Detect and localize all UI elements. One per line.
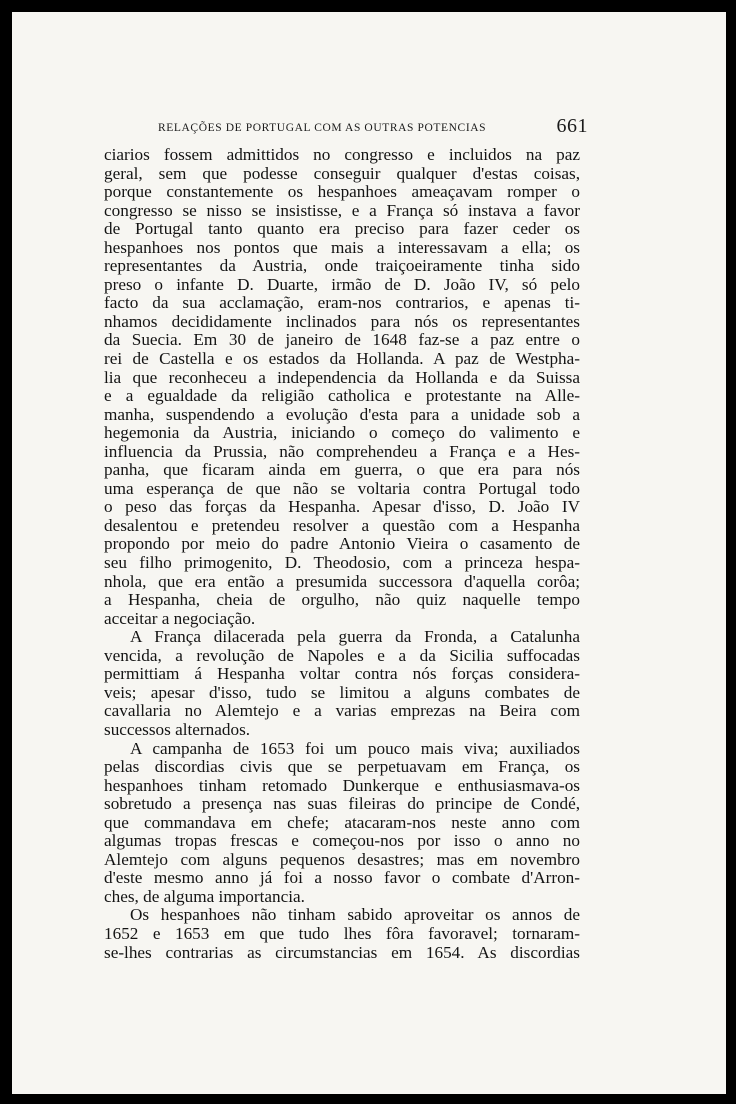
text-line: se-lhes contrarias as circumstancias em 1654. As discordias bbox=[104, 942, 580, 962]
text-line: que commandava em chefe; atacaram-nos neste anno com bbox=[104, 812, 580, 832]
running-head-title: RELAÇÕES DE PORTUGAL COM AS OUTRAS POTENCIAS bbox=[158, 122, 487, 134]
text-line: congresso se nisso se insistisse, e a França só instava a favor bbox=[104, 200, 580, 220]
text-line: veis; apesar d'isso, tudo se limitou a alguns combates de bbox=[104, 682, 580, 702]
text-line: influencia da Prussia, não comprehendeu a França e a Hes- bbox=[104, 441, 580, 461]
text-line: facto da sua acclamação, eram-nos contrarios, e apenas ti- bbox=[104, 293, 580, 313]
text-line: cavallaria no Alemtejo e a varias emprezas na Beira com bbox=[104, 701, 580, 721]
text-line: permittiam á Hespanha voltar contra nós forças considera- bbox=[104, 664, 580, 684]
text-line: sobretudo a presença nas suas fileiras do principe de Condé, bbox=[104, 794, 580, 814]
book-page bbox=[12, 12, 726, 1094]
text-line: d'este mesmo anno já foi a nosso favor o combate d'Arron- bbox=[104, 868, 580, 888]
text-line: acceitar a negociação. bbox=[104, 608, 256, 628]
text-line: rei de Castella e os estados da Hollanda. A paz de Westpha- bbox=[104, 349, 580, 369]
text-line: ciarios fossem admittidos no congresso e incluidos na paz bbox=[104, 145, 580, 164]
text-line: nhamos decididamente inclinados para nós os representantes bbox=[104, 311, 580, 331]
text-line: vencida, a revolução de Napoles e a da Sicilia suffocadas bbox=[104, 645, 580, 665]
text-line: propondo por meio do padre Antonio Vieira o casamento de bbox=[104, 534, 580, 554]
text-line: representantes da Austria, onde traiçoeiramente tinha sido bbox=[104, 256, 580, 276]
text-line: hespanhoes nos pontos que mais a interessavam a ella; os bbox=[104, 237, 580, 257]
text-line: uma esperança de que não se voltaria contra Portugal todo bbox=[104, 478, 580, 498]
text-line: pelas discordias civis que se perpetuavam em França, os bbox=[104, 757, 580, 777]
text-line: o peso das forças da Hespanha. Apesar d'isso, D. João IV bbox=[104, 497, 580, 517]
text-line: desalentou e pretendeu resolver a questão com a Hespanha bbox=[104, 515, 580, 535]
running-header bbox=[158, 115, 588, 141]
text-line: hegemonia da Austria, iniciando o começo do valimento e bbox=[104, 423, 580, 443]
text-line: de Portugal tanto quanto era preciso para fazer ceder os bbox=[104, 219, 580, 239]
text-line: geral, sem que podesse conseguir qualquer d'estas coisas, bbox=[104, 163, 580, 183]
text-line: seu filho primogenito, D. Theodosio, com a princeza hespa- bbox=[104, 553, 580, 573]
text-line: successos alternados. bbox=[104, 719, 251, 739]
page-number: 661 bbox=[556, 115, 588, 137]
text-line: preso o infante D. Duarte, irmão de D. João IV, só pelo bbox=[104, 274, 580, 294]
text-line: Alemtejo com alguns pequenos desastres; mas em novembro bbox=[104, 849, 580, 869]
text-line: hespanhoes tinham retomado Dunkerque e enthusiasmava-os bbox=[104, 775, 580, 795]
body-text bbox=[104, 146, 580, 962]
text-line: nhola, que era então a presumida successora d'aquella corôa; bbox=[104, 571, 580, 591]
text-line: ches, de alguma importancia. bbox=[104, 886, 305, 906]
text-line: manha, suspendendo a evolução d'esta para a unidade sob a bbox=[104, 404, 580, 424]
text-line: lia que reconheceu a independencia da Hollanda e da Suissa bbox=[104, 367, 580, 387]
text-line: porque constantemente os hespanhoes ameaçavam romper o bbox=[104, 182, 580, 202]
text-line: a Hespanha, cheia de orgulho, não quiz naquelle tempo bbox=[104, 590, 580, 610]
text-line: algumas tropas frescas e começou-nos por isso o anno no bbox=[104, 831, 580, 851]
text-line: e a egualdade da religião catholica e protestante na Alle- bbox=[104, 386, 580, 406]
text-line: da Suecia. Em 30 de janeiro de 1648 faz-se a paz entre o bbox=[104, 330, 580, 350]
text-line: A campanha de 1653 foi um pouco mais viva; auxiliados bbox=[130, 738, 580, 758]
text-line: 1652 e 1653 em que tudo lhes fôra favoravel; tornaram- bbox=[104, 923, 580, 943]
text-line: panha, que ficaram ainda em guerra, o que era para nós bbox=[104, 460, 580, 480]
text-line: Os hespanhoes não tinham sabido aproveitar os annos de bbox=[130, 905, 580, 925]
text-line: A França dilacerada pela guerra da Fronda, a Catalunha bbox=[130, 627, 580, 647]
